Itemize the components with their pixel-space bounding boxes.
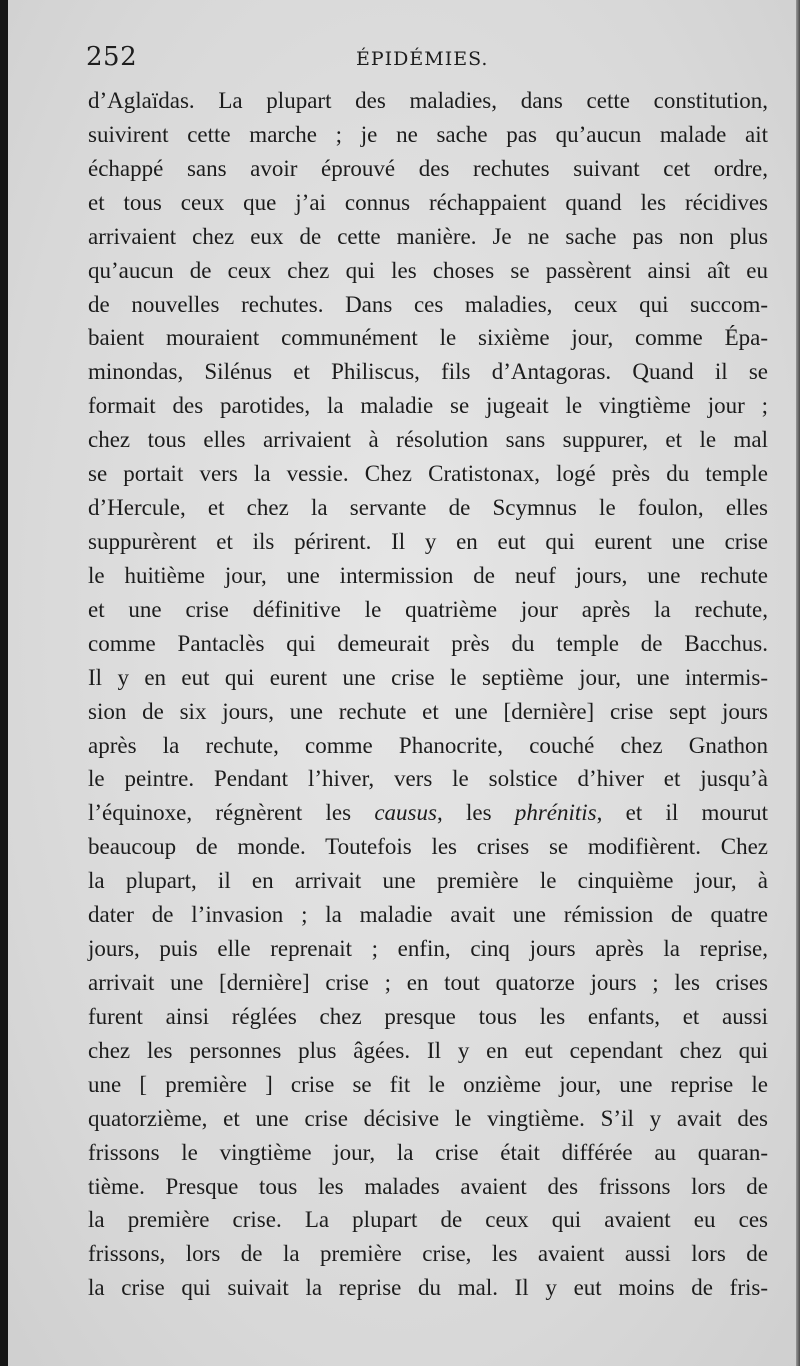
text-line: la première crise. La plupart de ceux qui avaient eu ces — [88, 1207, 768, 1233]
text-line: chez tous elles arrivaient à résolution sans suppurer, et le mal — [88, 427, 768, 453]
text-segment: , les — [436, 800, 515, 826]
text-line: le peintre. Pendant l’hiver, vers le solstice d’hiver et jusqu’à — [88, 766, 768, 792]
text-line: le huitième jour, une intermission de neuf jours, une rechute — [88, 562, 768, 588]
text-line: d’Hercule, et chez la servante de Scymnus le foulon, elles — [88, 495, 768, 521]
page-right-edge — [796, 0, 800, 1366]
text-line: échappé sans avoir éprouvé des rechutes suivant cet ordre, — [88, 155, 768, 181]
text-line: frissons le vingtième jour, la crise était différée au quaran- — [88, 1139, 768, 1165]
text-line: arrivaient chez eux de cette manière. Je ne sache pas non plus — [88, 223, 768, 249]
text-line: suivirent cette marche ; je ne sache pas qu’aucun malade ait — [88, 121, 768, 147]
text-line: beaucoup de monde. Toutefois les crises se modifièrent. Chez — [88, 834, 768, 860]
running-head: ÉPIDÉMIES. — [356, 48, 489, 70]
text-segment: , et il mourut — [596, 800, 768, 826]
text-line: se portait vers la vessie. Chez Cratistonax, logé près du temple — [88, 461, 768, 487]
text-line: de nouvelles rechutes. Dans ces maladies, ceux qui succom- — [88, 291, 768, 317]
text-line: après la rechute, comme Phanocrite, couché chez Gnathon — [88, 732, 768, 758]
text-line: frissons, lors de la première crise, les avaient aussi lors de — [88, 1241, 768, 1267]
text-line: suppurèrent et ils périrent. Il y en eut qui eurent une crise — [88, 528, 768, 554]
text-line-italic-terms — [88, 796, 768, 830]
text-line: Il y en eut qui eurent une crise le septième jour, une intermis- — [88, 664, 768, 690]
page-header — [86, 42, 770, 82]
text-line: comme Pantaclès qui demeurait près du temple de Bacchus. — [88, 630, 768, 656]
text-line: furent ainsi réglées chez presque tous les enfants, et aussi — [88, 1003, 768, 1029]
body-text — [88, 84, 768, 1305]
text-line: formait des parotides, la maladie se jugeait le vingtième jour ; — [88, 393, 768, 419]
page-left-edge — [0, 0, 8, 1366]
text-line: minondas, Silénus et Philiscus, fils d’Antagoras. Quand il se — [88, 359, 768, 385]
text-line: arrivait une [dernière] crise ; en tout quatorze jours ; les crises — [88, 969, 768, 995]
text-line: et tous ceux que j’ai connus réchappaient quand les récidives — [88, 189, 768, 215]
text-segment: l’équinoxe, régnèrent les — [88, 800, 375, 826]
italic-term: causus — [374, 800, 437, 826]
text-line: d’Aglaïdas. La plupart des maladies, dans cette constitution, — [88, 88, 768, 113]
text-line: une [ première ] crise se fit le onzième jour, une reprise le — [88, 1071, 768, 1097]
page-number: 252 — [86, 42, 138, 72]
text-line: jours, puis elle reprenait ; enfin, cinq jours après la reprise, — [88, 936, 768, 962]
text-line: chez les personnes plus âgées. Il y en eut cependant chez qui — [88, 1037, 768, 1063]
text-line: et une crise définitive le quatrième jour après la rechute, — [88, 596, 768, 622]
text-line: dater de l’invasion ; la maladie avait une rémission de quatre — [88, 902, 768, 928]
text-line: la plupart, il en arrivait une première le cinquième jour, à — [88, 868, 768, 894]
text-line: baient mouraient communément le sixième jour, comme Épa- — [88, 325, 768, 351]
text-line: quatorzième, et une crise décisive le vingtième. S’il y avait des — [88, 1105, 768, 1131]
text-line: la crise qui suivait la reprise du mal. Il y eut moins de fris- — [88, 1275, 768, 1301]
text-line: tième. Presque tous les malades avaient des frissons lors de — [88, 1173, 768, 1199]
text-line: qu’aucun de ceux chez qui les choses se passèrent ainsi aît eu — [88, 257, 768, 283]
text-line: sion de six jours, une rechute et une [dernière] crise sept jours — [88, 698, 768, 724]
italic-term: phrénitis — [514, 800, 597, 826]
